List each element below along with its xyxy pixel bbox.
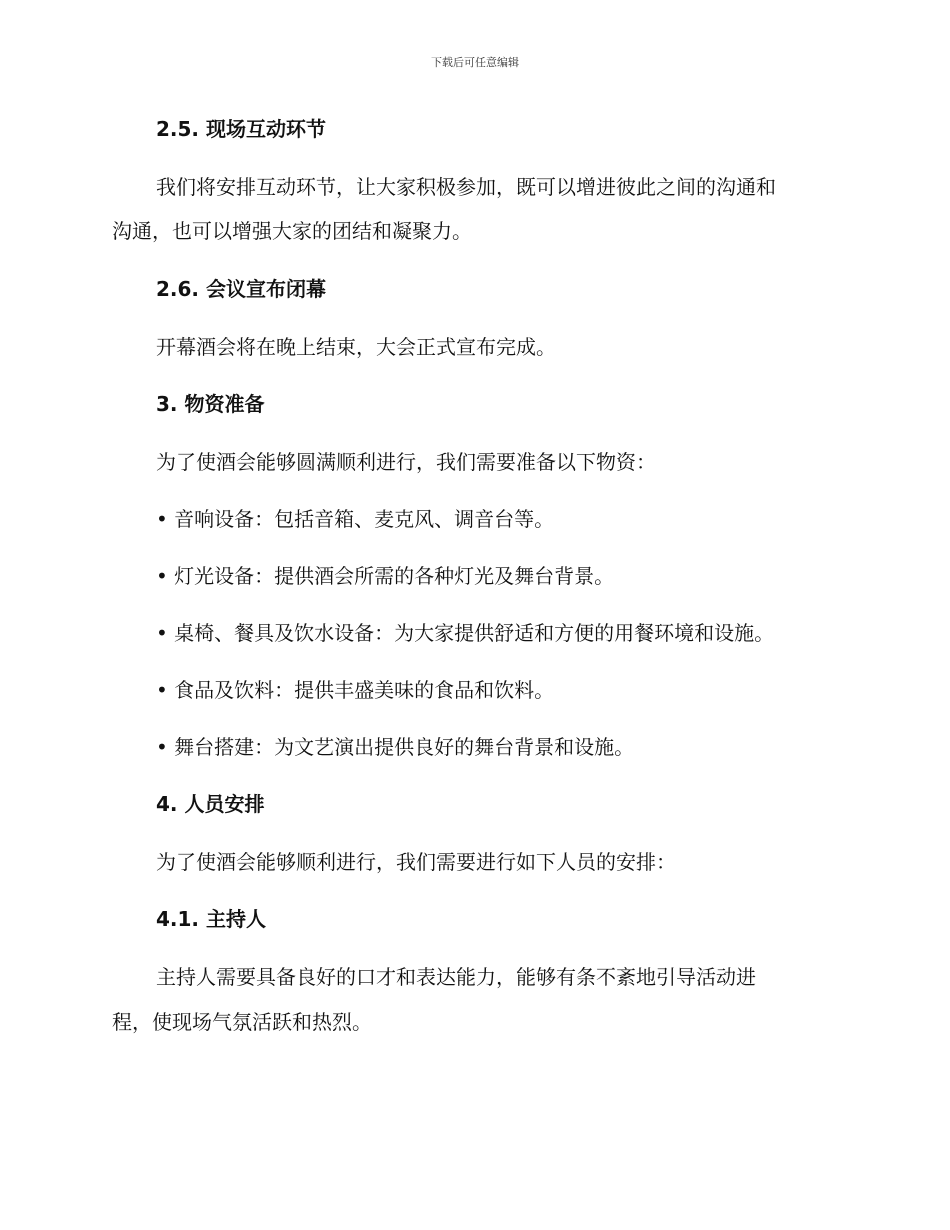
paragraph-2-5-line-2: 沟通，也可以增强大家的团结和凝聚力。 bbox=[112, 219, 472, 243]
bullet-item-audio: • 音响设备：包括音箱、麦克风、调音台等。 bbox=[156, 507, 555, 531]
bullet-item-food: • 食品及饮料：提供丰盛美味的食品和饮料。 bbox=[156, 678, 555, 702]
heading-4: 4. 人员安排 bbox=[156, 792, 265, 816]
heading-2-6: 2.6. 会议宣布闭幕 bbox=[156, 277, 326, 301]
bullet-item-lighting: • 灯光设备：提供酒会所需的各种灯光及舞台背景。 bbox=[156, 564, 615, 588]
bullet-item-stage: • 舞台搭建：为文艺演出提供良好的舞台背景和设施。 bbox=[156, 735, 635, 759]
paragraph-3: 为了使酒会能够圆满顺利进行，我们需要准备以下物资： bbox=[156, 450, 656, 474]
heading-2-5: 2.5. 现场互动环节 bbox=[156, 117, 326, 141]
bullet-item-furniture: • 桌椅、餐具及饮水设备：为大家提供舒适和方便的用餐环境和设施。 bbox=[156, 621, 775, 645]
paragraph-2-5-line-1: 我们将安排互动环节，让大家积极参加，既可以增进彼此之间的沟通和 bbox=[156, 175, 776, 199]
heading-3: 3. 物资准备 bbox=[156, 392, 265, 416]
heading-4-1: 4.1. 主持人 bbox=[156, 907, 266, 931]
paragraph-4-1-line-1: 主持人需要具备良好的口才和表达能力，能够有条不紊地引导活动进 bbox=[156, 965, 756, 989]
paragraph-4-1-line-2: 程，使现场气氛活跃和热烈。 bbox=[112, 1010, 372, 1034]
paragraph-2-6: 开幕酒会将在晚上结束，大会正式宣布完成。 bbox=[156, 335, 556, 359]
paragraph-4: 为了使酒会能够顺利进行，我们需要进行如下人员的安排： bbox=[156, 850, 676, 874]
page-header-note: 下载后可任意编辑 bbox=[431, 56, 519, 69]
